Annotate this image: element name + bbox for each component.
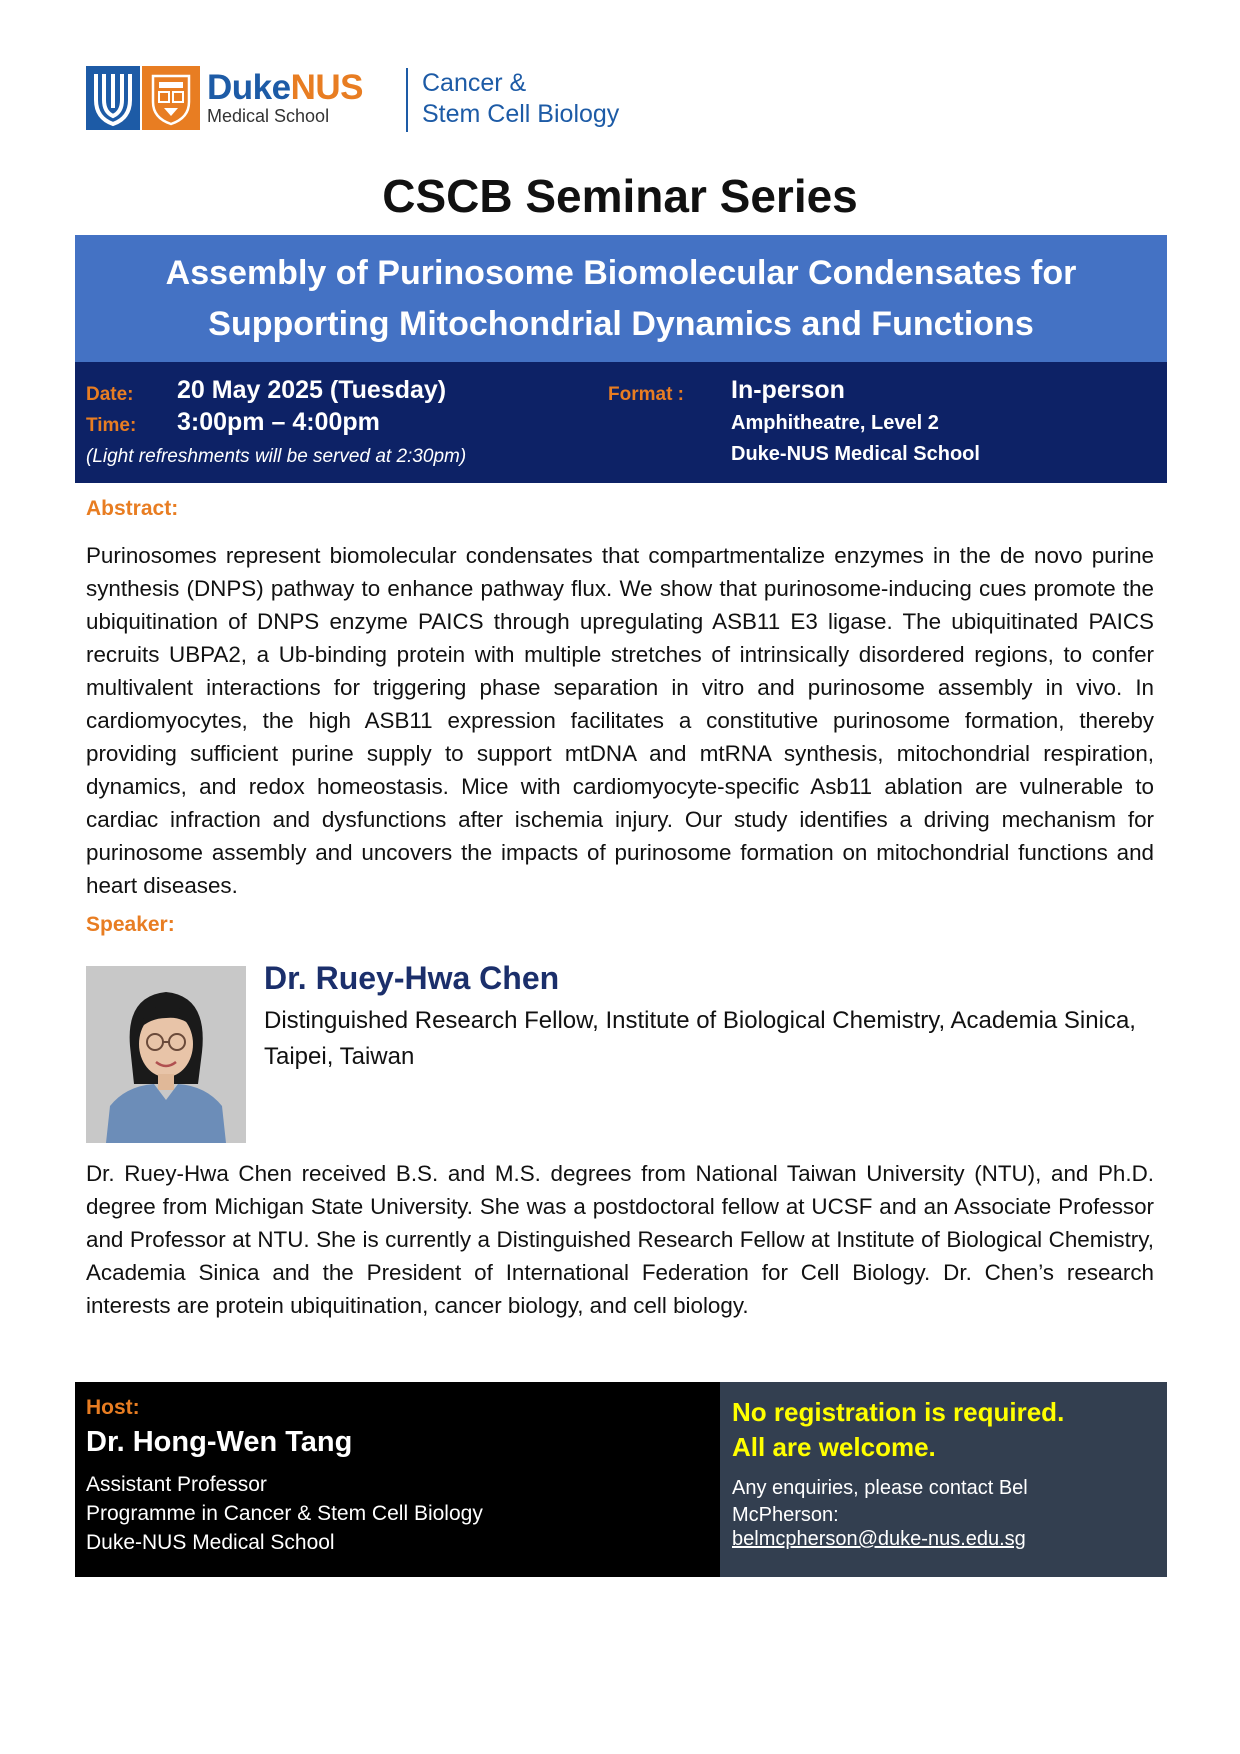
talk-title-line2: Supporting Mitochondrial Dynamics and Functions (208, 304, 1034, 343)
event-info-band (75, 362, 1167, 483)
logo-nus-text: NUS (290, 68, 363, 107)
format-label: Format : (608, 384, 684, 405)
host-label: Host: (86, 1396, 140, 1419)
speaker-label: Speaker: (86, 913, 175, 936)
program-name-line1: Cancer & (422, 69, 527, 97)
logo-divider (406, 68, 408, 132)
nus-crest-logo (142, 66, 200, 130)
duke-nus-wordmark (207, 68, 363, 126)
speaker-photo (86, 966, 246, 1143)
host-institution: Duke-NUS Medical School (86, 1531, 335, 1554)
host-programme: Programme in Cancer & Stem Cell Biology (86, 1502, 483, 1525)
registration-band (720, 1382, 1167, 1577)
duke-shield-icon (86, 66, 140, 130)
venue-line2: Duke-NUS Medical School (731, 443, 980, 465)
nus-crest-icon (142, 66, 200, 130)
talk-title-line1: Assembly of Purinosome Biomolecular Condensates for (165, 253, 1077, 292)
speaker-title: Distinguished Research Fellow, Institute of Biological Chemistry, Academia Sinica, Taipei, Taiwan (264, 1007, 1136, 1070)
format-value: In-person (731, 376, 845, 404)
host-band (75, 1382, 720, 1577)
date-label: Date: (86, 384, 134, 405)
speaker-portrait-icon (86, 966, 246, 1143)
speaker-name: Dr. Ruey-Hwa Chen (264, 960, 560, 996)
host-position: Assistant Professor (86, 1473, 267, 1496)
contact-email-link[interactable]: belmcpherson@duke-nus.edu.sg (732, 1528, 1026, 1550)
series-title: CSCB Seminar Series (382, 170, 858, 222)
refreshments-note: (Light refreshments will be served at 2:30pm) (86, 446, 467, 467)
no-registration-text: No registration is required. (732, 1397, 1065, 1427)
time-label: Time: (86, 415, 137, 436)
enquiry-text: Any enquiries, please contact Bel McPherson: (732, 1477, 1028, 1526)
abstract-text: Purinosomes represent biomolecular condensates that compartmentalize enzymes in the de novo purine synthesis (DNPS) pathway to enhance pathway flux. We show that purinosome-inducing cues promote the ubiquitination of DNPS enzyme PAICS through upregulating ASB11 E3 ligase. The ubiquitinated PAICS recruits UBPA2, a Ub-binding protein with multiple stretches of intrinsically disordered regions, to confer multivalent interactions for triggering phase separation in vitro and purinosome assembly in vivo. In cardiomyocytes, the high ASB11 expression facilitates a constitutive purinosome formation, thereby providing sufficient purine supply to support mtDNA and mtRNA synthesis, mitochondrial respiration, dynamics, and redox homeostasis. Mice with cardiomyocyte-specific Asb11 ablation are vulnerable to cardiac infraction and dysfunctions after ischemia injury. Our study identifies a driving mechanism for purinosome assembly and uncovers the impacts of purinosome formation on mitochondrial functions and heart diseases. (86, 543, 1154, 898)
talk-title-band (75, 235, 1167, 362)
host-name: Dr. Hong-Wen Tang (86, 1426, 353, 1458)
time-value: 3:00pm – 4:00pm (177, 408, 380, 436)
date-value: 20 May 2025 (Tuesday) (177, 376, 447, 404)
venue-line1: Amphitheatre, Level 2 (731, 412, 939, 434)
duke-shield-logo (86, 66, 140, 130)
speaker-bio: Dr. Ruey-Hwa Chen received B.S. and M.S. degrees from National Taiwan University (NTU), and Ph.D. degree from Michigan State University. She was a postdoctoral fellow at UCSF and an Associate Professor and Professor at NTU. She is currently a Distinguished Research Fellow at Institute of Biological Chemistry, Academia Sinica and the President of International Federation for Cell Biology. Dr. Chen’s research interests are protein ubiquitination, cancer biology, and cell biology. (86, 1161, 1154, 1318)
all-welcome-text: All are welcome. (732, 1432, 936, 1462)
logo-medical-school-text: Medical School (207, 106, 330, 126)
header-logos (86, 66, 646, 130)
program-name-line2: Stem Cell Biology (422, 100, 620, 128)
logo-duke-text: Duke (207, 68, 291, 107)
program-name (422, 68, 619, 130)
abstract-label: Abstract: (86, 497, 179, 520)
